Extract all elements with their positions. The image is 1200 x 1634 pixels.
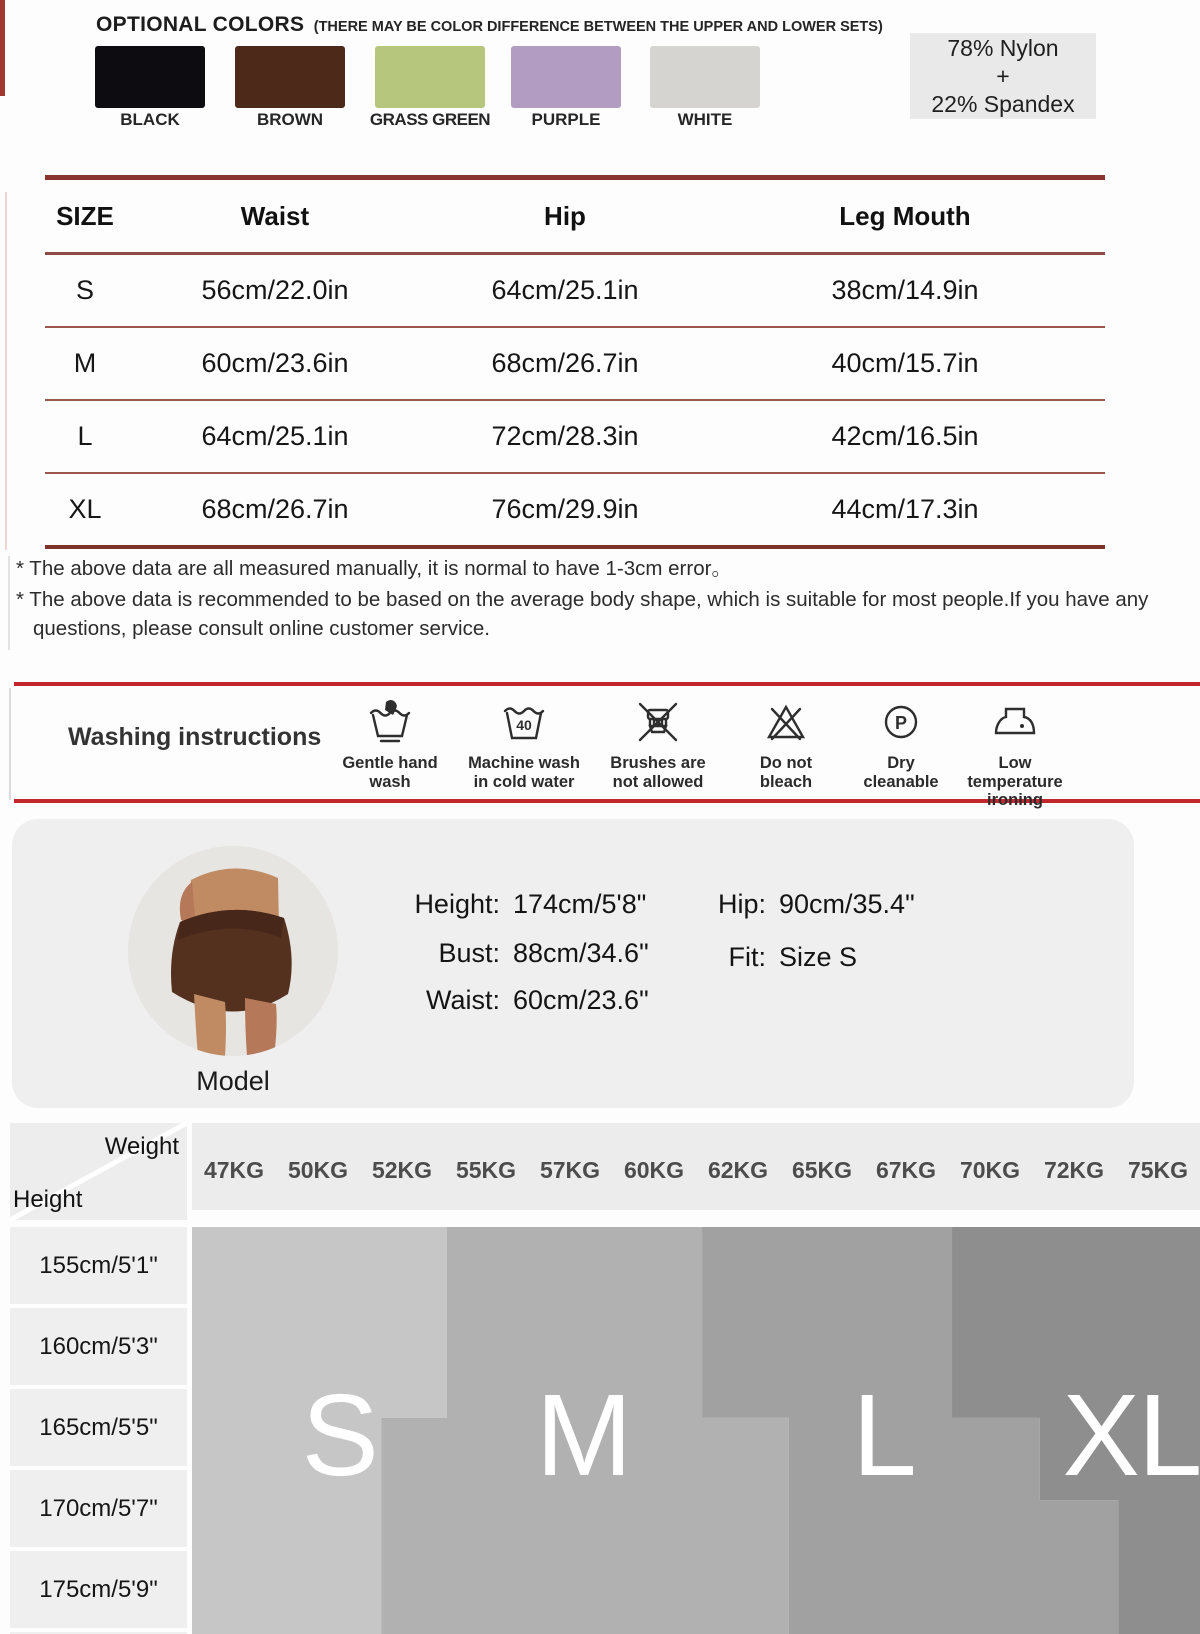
cell-leg-mouth: 44cm/17.3in xyxy=(831,494,979,524)
cell-waist: 68cm/26.7in xyxy=(201,494,349,524)
washing-left-faint-line xyxy=(9,688,11,800)
table-row-l xyxy=(45,401,1105,472)
model-hip-row xyxy=(646,889,915,920)
model-info-panel xyxy=(12,819,1134,1108)
swatch-label-brown: BROWN xyxy=(256,110,324,129)
table-bottom-line xyxy=(45,545,1105,549)
height-label: 165cm/5'5" xyxy=(10,1389,187,1466)
weight-label: 55KG xyxy=(455,1157,517,1183)
weight-height-axis-cell xyxy=(10,1123,187,1220)
washing-item-label: Dry cleanable xyxy=(863,754,939,791)
height-label: 170cm/5'7" xyxy=(10,1470,187,1547)
washing-item-no-bleach xyxy=(720,698,852,791)
weight-label: 75KG xyxy=(1127,1157,1189,1183)
table-row-xl xyxy=(45,474,1105,545)
model-bust-row xyxy=(350,938,649,969)
model-photo xyxy=(128,846,338,1056)
color-swatch-black xyxy=(95,46,205,108)
washing-instructions-title: Washing instructions xyxy=(68,723,322,751)
cell-size: M xyxy=(73,348,97,378)
svg-text:P: P xyxy=(894,713,908,733)
washing-item-iron xyxy=(949,698,1081,810)
washing-item-label: Brushes are not allowed xyxy=(610,754,706,791)
washing-item-hand-wash xyxy=(324,698,456,791)
col-header-leg-mouth: Leg Mouth xyxy=(839,200,971,231)
optional-colors-subtitle: (THERE MAY BE COLOR DIFFERENCE BETWEEN THE UPPER AND LOWER SETS) xyxy=(313,19,883,35)
size-table-header-row xyxy=(45,180,1105,252)
cell-leg-mouth: 42cm/16.5in xyxy=(831,421,979,451)
height-label: 175cm/5'9" xyxy=(10,1551,187,1628)
model-height-label: Height: xyxy=(414,889,500,919)
washing-item-dry-clean xyxy=(835,698,967,791)
cell-waist: 64cm/25.1in xyxy=(201,421,349,451)
height-label-column xyxy=(10,1227,187,1634)
cell-leg-mouth: 38cm/14.9in xyxy=(831,275,979,305)
color-swatch-white xyxy=(650,46,760,108)
weight-header-row xyxy=(192,1123,1200,1210)
swatch-label-white: WHITE xyxy=(677,110,733,129)
col-header-size: SIZE xyxy=(56,200,114,231)
height-axis-label: Height xyxy=(13,1186,83,1213)
no-bleach-icon xyxy=(762,698,810,746)
model-photo-label: Model xyxy=(196,1066,270,1096)
model-hip-value: 90cm/35.4" xyxy=(779,889,915,919)
cell-size: XL xyxy=(68,494,102,524)
weight-label: 47KG xyxy=(203,1157,265,1183)
cell-leg-mouth: 40cm/15.7in xyxy=(831,348,979,378)
model-height-value: 174cm/5'8" xyxy=(513,889,647,919)
col-header-hip: Hip xyxy=(544,200,586,231)
swatch-label-black: BLACK xyxy=(120,110,180,129)
cell-hip: 76cm/29.9in xyxy=(491,494,639,524)
note-line-2: * The above data is recommended to be based on the average body shape, which is suitable for most people.If you have any xyxy=(16,588,1149,611)
height-label: 155cm/5'1" xyxy=(10,1227,187,1304)
color-swatch-grass-green xyxy=(375,46,485,108)
washing-item-label: Machine wash in cold water xyxy=(468,754,580,791)
cell-size: L xyxy=(77,421,93,451)
weight-label: 52KG xyxy=(371,1157,433,1183)
zone-letter-XL: XL xyxy=(1062,1369,1200,1500)
weight-label: 50KG xyxy=(287,1157,349,1183)
note-line-3: questions, please consult online customer service. xyxy=(33,617,490,640)
model-fit-row xyxy=(646,942,857,973)
model-bust-label: Bust: xyxy=(438,938,500,968)
left-edge-red-strip xyxy=(0,0,5,96)
cell-waist: 56cm/22.0in xyxy=(201,275,349,305)
weight-label: 70KG xyxy=(959,1157,1021,1183)
model-waist-label: Waist: xyxy=(426,985,500,1015)
model-waist-row xyxy=(350,985,649,1016)
fabric-line-3: 22% Spandex xyxy=(931,91,1075,117)
model-photo-illustration xyxy=(128,846,338,1056)
optional-colors-title: OPTIONAL COLORS xyxy=(96,13,305,36)
washing-top-red-line xyxy=(14,682,1200,686)
weight-label: 62KG xyxy=(707,1157,769,1183)
washing-item-label: Low temperature ironing xyxy=(967,754,1063,809)
swatch-label-purple: PURPLE xyxy=(531,110,601,129)
color-swatch-purple xyxy=(511,46,621,108)
weight-label: 60KG xyxy=(623,1157,685,1183)
zone-letter-L: L xyxy=(852,1369,915,1500)
weight-axis-label: Weight xyxy=(104,1133,179,1160)
model-height-row xyxy=(350,889,646,920)
zone-letter-M: M xyxy=(535,1369,631,1500)
washing-item-machine-wash xyxy=(458,698,590,791)
fabric-line-2: + xyxy=(996,63,1010,89)
table-left-faint-line xyxy=(5,192,7,550)
dry-clean-icon xyxy=(877,698,925,746)
machine-wash-icon xyxy=(500,698,548,746)
washing-item-no-brush xyxy=(592,698,724,791)
model-hip-label: Hip: xyxy=(717,889,766,919)
washing-item-label: Do not bleach xyxy=(759,754,813,791)
iron-icon xyxy=(991,698,1039,746)
fabric-composition xyxy=(910,33,1096,119)
no-brush-icon xyxy=(634,698,682,746)
color-swatch-brown xyxy=(235,46,345,108)
weight-label: 65KG xyxy=(791,1157,853,1183)
weight-label: 67KG xyxy=(875,1157,937,1183)
weight-label: 57KG xyxy=(539,1157,601,1183)
zone-letters xyxy=(192,1227,1200,1634)
weight-label: 72KG xyxy=(1043,1157,1105,1183)
zone-letter-S: S xyxy=(301,1369,377,1500)
size-zone-chart xyxy=(192,1227,1200,1634)
measurement-notes xyxy=(16,558,1148,640)
cell-waist: 60cm/23.6in xyxy=(201,348,349,378)
optional-colors-header xyxy=(96,13,883,37)
height-label: 160cm/5'3" xyxy=(10,1308,187,1385)
model-fit-value: Size S xyxy=(779,942,858,972)
size-table xyxy=(45,175,1105,549)
swatch-label-grass-green: GRASS GREEN xyxy=(369,110,491,129)
table-row-s xyxy=(45,255,1105,326)
cell-size: S xyxy=(75,275,94,305)
cell-hip: 68cm/26.7in xyxy=(491,348,639,378)
col-header-waist: Waist xyxy=(240,200,310,231)
model-waist-value: 60cm/23.6" xyxy=(513,985,649,1015)
cell-hip: 72cm/28.3in xyxy=(491,421,639,451)
washing-item-label: Gentle hand wash xyxy=(342,754,438,791)
table-row-m xyxy=(45,328,1105,399)
hand-wash-icon xyxy=(366,698,414,746)
model-fit-label: Fit: xyxy=(728,942,766,972)
model-bust-value: 88cm/34.6" xyxy=(513,938,649,968)
svg-text:40: 40 xyxy=(516,717,532,733)
notes-left-faint-line xyxy=(8,556,10,650)
note-line-1: * The above data are all measured manually, it is normal to have 1-3cm error。 xyxy=(16,557,732,580)
fabric-line-1: 78% Nylon xyxy=(947,35,1059,61)
cell-hip: 64cm/25.1in xyxy=(491,275,639,305)
